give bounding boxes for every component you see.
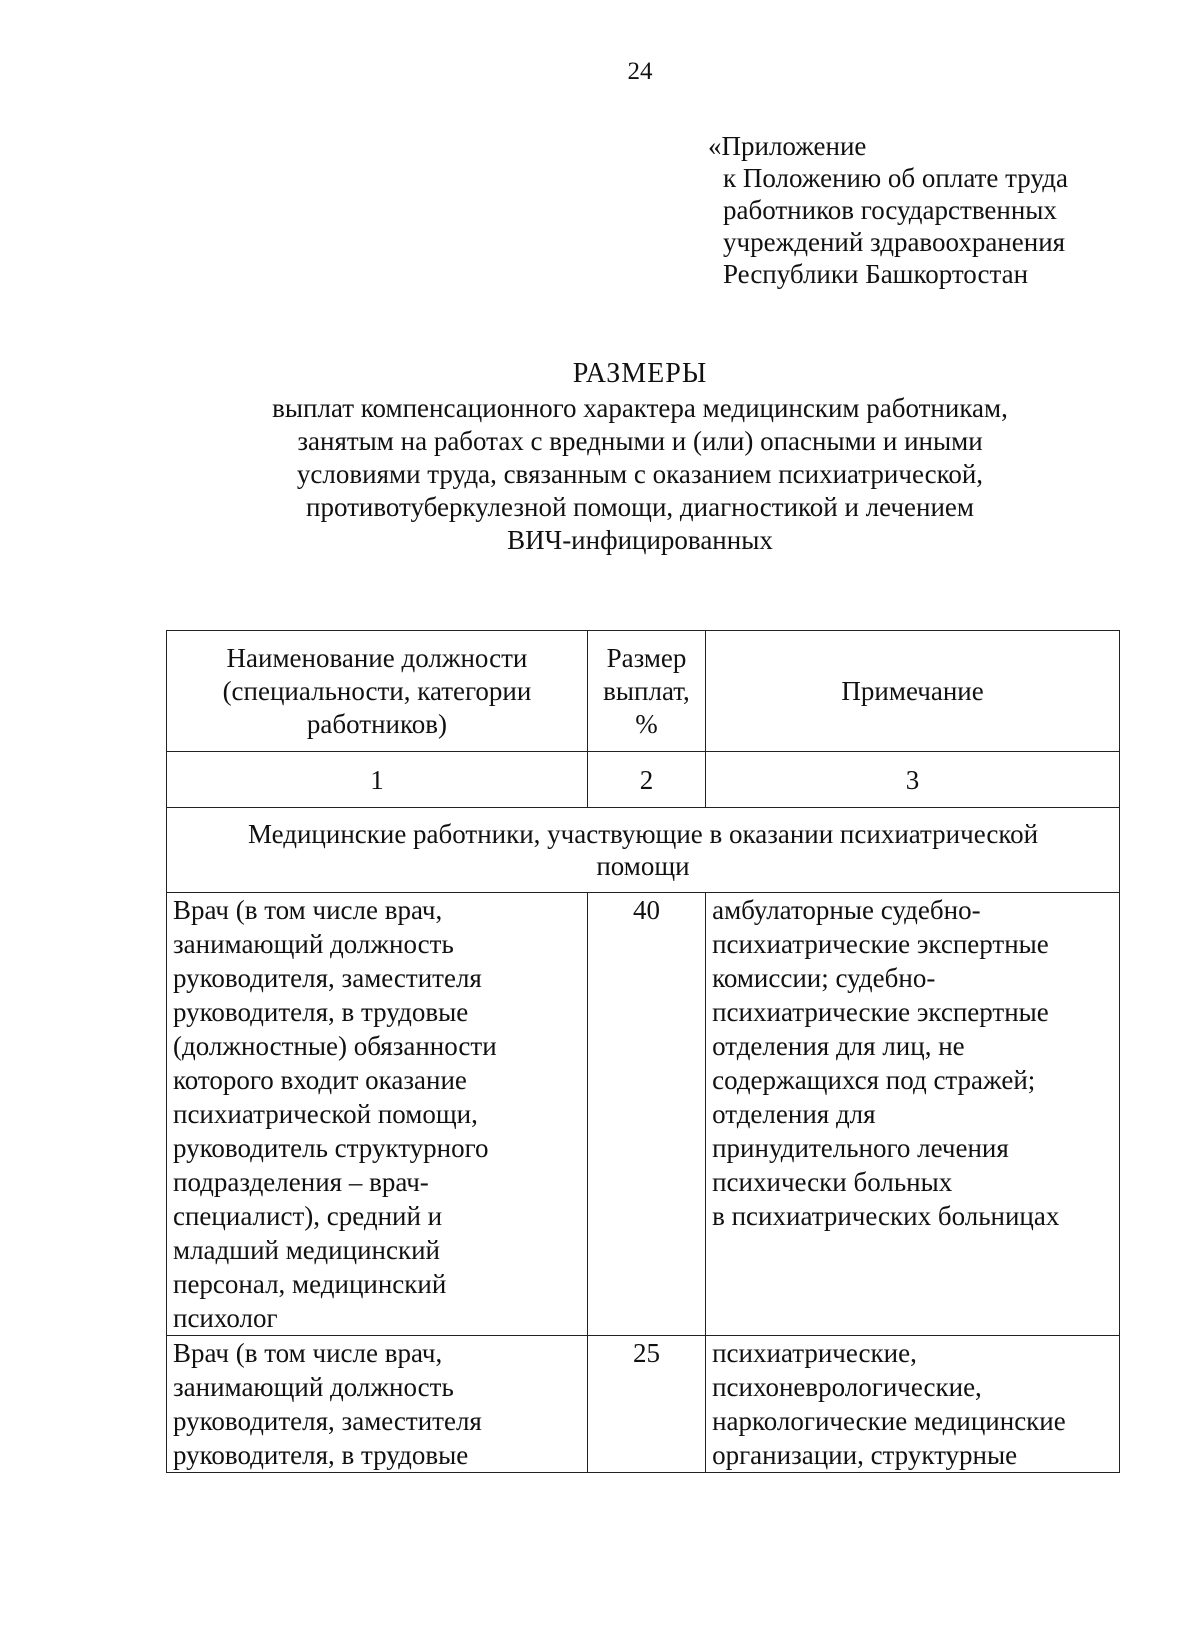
cell-line: принудительного лечения	[712, 1133, 1009, 1163]
cell-line: психоневрологические,	[712, 1372, 982, 1402]
payments-table	[166, 630, 1120, 1473]
cell-line: психиатрические экспертные	[712, 997, 1049, 1027]
header-line: Примечание	[841, 675, 984, 706]
appendix-block	[708, 130, 1068, 290]
subtitle-line: условиями труда, связанным с оказанием психиатрической,	[296, 459, 984, 489]
section-line: помощи	[596, 851, 690, 881]
column-number-row	[167, 752, 1120, 808]
cell-line: комиссии; судебно-	[712, 963, 936, 993]
header-line: (специальности, категории	[222, 675, 532, 706]
cell-line: занимающий должность	[173, 1372, 454, 1402]
cell-line: руководителя, в трудовые	[173, 1440, 469, 1470]
section-heading	[167, 808, 1120, 893]
header-rate	[587, 631, 705, 752]
page-number: 24	[627, 58, 653, 85]
cell-line: психиатрические,	[712, 1338, 917, 1368]
position-cell	[167, 1336, 588, 1473]
cell-line: занимающий должность	[173, 929, 454, 959]
header-line: Наименование должности	[226, 642, 528, 673]
appendix-line: Республики Башкортостан	[723, 259, 1029, 289]
cell-line: организации, структурные	[712, 1440, 1018, 1470]
rate-cell: 25	[587, 1336, 705, 1473]
appendix-line: к Положению об оплате труда	[723, 163, 1068, 193]
cell-line: персонал, медицинский	[173, 1269, 447, 1299]
cell-line: которого входит оказание	[173, 1065, 467, 1095]
cell-line: психиатрические экспертные	[712, 929, 1049, 959]
table-row	[167, 893, 1120, 1336]
table-row	[167, 1336, 1120, 1473]
subtitle-line: выплат компенсационного характера медицинским работникам,	[272, 393, 1008, 423]
cell-line: младший медицинский	[173, 1235, 440, 1265]
section-row	[167, 808, 1120, 893]
appendix-line: работников государственных	[723, 195, 1057, 225]
cell-line: наркологические медицинские	[712, 1406, 1066, 1436]
cell-line: отделения для лиц, не	[712, 1031, 965, 1061]
cell-line: отделения для	[712, 1099, 876, 1129]
cell-line: психиатрической помощи,	[173, 1099, 478, 1129]
cell-line: психически больных	[712, 1167, 953, 1197]
section-line: Медицинские работники, участвующие в оказании психиатрической	[247, 819, 1039, 849]
appendix-line: учреждений здравоохранения	[723, 227, 1066, 257]
column-number: 3	[706, 752, 1120, 808]
note-cell	[706, 893, 1120, 1336]
cell-line: в психиатрических больницах	[712, 1201, 1060, 1231]
cell-line: руководитель структурного	[173, 1133, 489, 1163]
column-number: 2	[587, 752, 705, 808]
subtitle-line: занятым на работах с вредными и (или) опасными и иными	[297, 426, 983, 456]
column-number: 1	[167, 752, 588, 808]
header-position	[167, 631, 588, 752]
document-title: РАЗМЕРЫ	[572, 358, 708, 389]
appendix-line: «Приложение	[708, 131, 867, 161]
document-subtitle	[0, 392, 1200, 557]
header-note	[706, 631, 1120, 752]
table-header-row	[167, 631, 1120, 752]
header-line: работников)	[306, 708, 447, 739]
position-cell	[167, 893, 588, 1336]
header-line: %	[635, 708, 658, 739]
cell-line: руководителя, в трудовые	[173, 997, 469, 1027]
subtitle-line: противотуберкулезной помощи, диагностикой и лечением	[306, 492, 974, 522]
cell-line: (должностные) обязанности	[173, 1031, 497, 1061]
cell-line: психолог	[173, 1303, 278, 1333]
cell-line: специалист), средний и	[173, 1201, 443, 1231]
header-line: Размер	[606, 642, 687, 673]
subtitle-line: ВИЧ-инфицированных	[507, 525, 773, 555]
cell-line: руководителя, заместителя	[173, 1406, 482, 1436]
cell-line: Врач (в том числе врач,	[173, 1338, 443, 1368]
cell-line: Врач (в том числе врач,	[173, 895, 443, 925]
cell-line: подразделения – врач-	[173, 1167, 429, 1197]
rate-cell: 40	[587, 893, 705, 1336]
cell-line: амбулаторные судебно-	[712, 895, 981, 925]
cell-line: содержащихся под стражей;	[712, 1065, 1036, 1095]
cell-line: руководителя, заместителя	[173, 963, 482, 993]
note-cell	[706, 1336, 1120, 1473]
header-line: выплат,	[603, 675, 690, 706]
